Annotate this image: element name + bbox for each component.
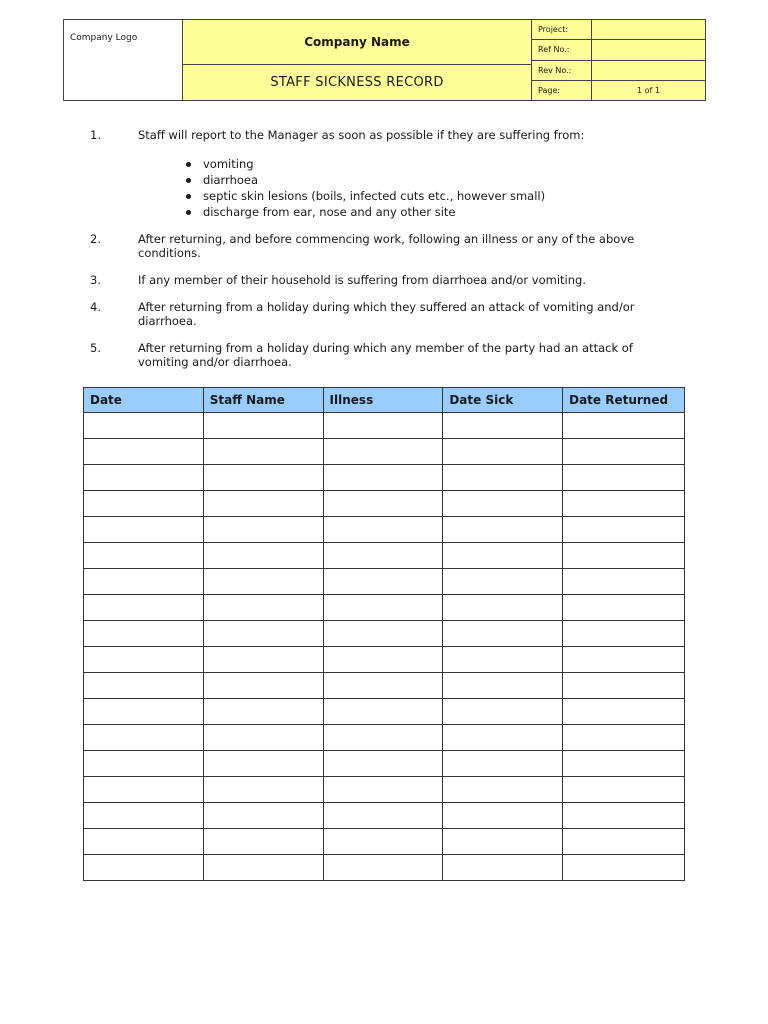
table-cell[interactable] <box>84 673 204 699</box>
document-header <box>63 19 706 101</box>
table-row <box>84 621 685 647</box>
table-cell[interactable] <box>323 673 443 699</box>
table-cell[interactable] <box>323 621 443 647</box>
instruction-item <box>90 232 670 260</box>
table-cell[interactable] <box>563 621 685 647</box>
table-cell[interactable] <box>443 647 563 673</box>
table-row <box>84 543 685 569</box>
table-cell[interactable] <box>203 517 323 543</box>
table-row <box>84 699 685 725</box>
table-cell[interactable] <box>203 569 323 595</box>
table-cell[interactable] <box>443 413 563 439</box>
instruction-item <box>90 300 670 328</box>
table-cell[interactable] <box>323 803 443 829</box>
item-number: 3. <box>90 273 101 287</box>
table-cell[interactable] <box>203 751 323 777</box>
table-cell[interactable] <box>443 699 563 725</box>
table-row <box>84 595 685 621</box>
table-row <box>84 517 685 543</box>
table-cell[interactable] <box>84 491 204 517</box>
table-cell[interactable] <box>323 699 443 725</box>
table-cell[interactable] <box>84 647 204 673</box>
table-cell[interactable] <box>84 829 204 855</box>
column-header-date-returned: Date Returned <box>563 388 685 413</box>
table-cell[interactable] <box>84 777 204 803</box>
table-cell[interactable] <box>84 413 204 439</box>
meta-key: Ref No.: <box>532 40 592 59</box>
item-text: If any member of their household is suffering from diarrhoea and/or vomiting. <box>138 273 586 287</box>
item-number: 4. <box>90 300 101 314</box>
table-cell[interactable] <box>203 673 323 699</box>
meta-value: 1 of 1 <box>592 81 705 100</box>
table-cell[interactable] <box>443 465 563 491</box>
table-cell[interactable] <box>84 725 204 751</box>
item-number: 5. <box>90 341 101 355</box>
table-cell[interactable] <box>563 699 685 725</box>
meta-row-rev <box>532 61 705 81</box>
table-cell[interactable] <box>563 491 685 517</box>
table-cell[interactable] <box>563 673 685 699</box>
table-cell[interactable] <box>563 595 685 621</box>
table-cell[interactable] <box>323 777 443 803</box>
table-row <box>84 673 685 699</box>
table-cell[interactable] <box>563 543 685 569</box>
column-header-illness: Illness <box>323 388 443 413</box>
table-cell[interactable] <box>323 855 443 881</box>
table-row <box>84 439 685 465</box>
table-cell[interactable] <box>443 803 563 829</box>
item-text: After returning from a holiday during which any member of the party had an attack of vomiting and/or diarrhoea. <box>138 341 633 369</box>
document-title: STAFF SICKNESS RECORD <box>183 65 531 100</box>
table-header-row <box>84 388 685 413</box>
table-cell[interactable] <box>203 829 323 855</box>
table-cell[interactable] <box>203 595 323 621</box>
column-header-date: Date <box>84 388 204 413</box>
meta-value[interactable] <box>592 61 705 80</box>
table-cell[interactable] <box>323 517 443 543</box>
table-cell[interactable] <box>203 621 323 647</box>
table-row <box>84 465 685 491</box>
table-cell[interactable] <box>323 725 443 751</box>
column-header-date-sick: Date Sick <box>443 388 563 413</box>
table-cell[interactable] <box>443 569 563 595</box>
item-number: 1. <box>90 128 101 142</box>
table-row <box>84 829 685 855</box>
symptom-item: vomiting <box>203 156 670 172</box>
table-cell[interactable] <box>563 829 685 855</box>
table-cell[interactable] <box>84 699 204 725</box>
table-cell[interactable] <box>563 751 685 777</box>
table-cell[interactable] <box>563 777 685 803</box>
table-cell[interactable] <box>323 413 443 439</box>
table-cell[interactable] <box>203 647 323 673</box>
table-cell[interactable] <box>443 777 563 803</box>
meta-key: Project: <box>532 20 592 39</box>
table-cell[interactable] <box>443 751 563 777</box>
symptom-item: septic skin lesions (boils, infected cuts etc., however small) <box>203 188 670 204</box>
meta-row-project <box>532 20 705 40</box>
table-cell[interactable] <box>203 803 323 829</box>
table-cell[interactable] <box>203 699 323 725</box>
meta-row-page <box>532 81 705 100</box>
table-cell[interactable] <box>563 465 685 491</box>
table-row <box>84 491 685 517</box>
table-cell[interactable] <box>563 803 685 829</box>
table-cell[interactable] <box>203 777 323 803</box>
table-cell[interactable] <box>443 439 563 465</box>
table-cell[interactable] <box>84 855 204 881</box>
table-cell[interactable] <box>323 569 443 595</box>
table-cell[interactable] <box>443 855 563 881</box>
table-cell[interactable] <box>84 751 204 777</box>
table-row <box>84 777 685 803</box>
table-row <box>84 725 685 751</box>
table-row <box>84 569 685 595</box>
table-cell[interactable] <box>563 439 685 465</box>
symptom-list <box>138 156 670 220</box>
table-cell[interactable] <box>443 829 563 855</box>
table-row <box>84 647 685 673</box>
instruction-item <box>90 128 670 220</box>
table-cell[interactable] <box>203 439 323 465</box>
symptom-item: discharge from ear, nose and any other site <box>203 204 670 220</box>
meta-row-ref <box>532 40 705 60</box>
table-cell[interactable] <box>563 725 685 751</box>
table-cell[interactable] <box>563 413 685 439</box>
table-cell[interactable] <box>203 465 323 491</box>
table-cell[interactable] <box>84 621 204 647</box>
instruction-item <box>90 273 670 287</box>
table-cell[interactable] <box>563 855 685 881</box>
item-text: After returning from a holiday during which they suffered an attack of vomiting and/or diarrhoea. <box>138 300 635 328</box>
symptom-item: diarrhoea <box>203 172 670 188</box>
table-cell[interactable] <box>323 439 443 465</box>
header-title-block <box>183 20 532 100</box>
table-cell[interactable] <box>563 517 685 543</box>
instruction-item <box>90 341 670 369</box>
column-header-staff-name: Staff Name <box>203 388 323 413</box>
item-text: After returning, and before commencing work, following an illness or any of the above conditions. <box>138 232 635 260</box>
sickness-record-table <box>83 387 685 881</box>
table-cell[interactable] <box>84 803 204 829</box>
table-cell[interactable] <box>84 543 204 569</box>
meta-key: Page: <box>532 81 592 100</box>
item-text: Staff will report to the Manager as soon as possible if they are suffering from: <box>138 128 585 142</box>
table-cell[interactable] <box>203 725 323 751</box>
table-cell[interactable] <box>84 517 204 543</box>
table-cell[interactable] <box>203 855 323 881</box>
company-name: Company Name <box>183 20 531 65</box>
table-row <box>84 751 685 777</box>
meta-value[interactable] <box>592 20 705 39</box>
table-cell[interactable] <box>563 569 685 595</box>
table-row <box>84 803 685 829</box>
table-cell[interactable] <box>323 751 443 777</box>
table-cell[interactable] <box>323 595 443 621</box>
company-logo-placeholder: Company Logo <box>64 20 183 100</box>
meta-value[interactable] <box>592 40 705 59</box>
table-row <box>84 855 685 881</box>
instructions-list <box>90 128 670 382</box>
table-cell[interactable] <box>323 491 443 517</box>
table-cell[interactable] <box>203 413 323 439</box>
table-cell[interactable] <box>323 647 443 673</box>
table-cell[interactable] <box>323 829 443 855</box>
table-cell[interactable] <box>203 543 323 569</box>
table-cell[interactable] <box>84 569 204 595</box>
table-row <box>84 413 685 439</box>
table-cell[interactable] <box>563 647 685 673</box>
table-cell[interactable] <box>443 725 563 751</box>
table-cell[interactable] <box>323 543 443 569</box>
meta-key: Rev No.: <box>532 61 592 80</box>
table-cell[interactable] <box>443 517 563 543</box>
table-cell[interactable] <box>443 595 563 621</box>
table-cell[interactable] <box>443 621 563 647</box>
item-number: 2. <box>90 232 101 246</box>
table-cell[interactable] <box>443 543 563 569</box>
table-cell[interactable] <box>84 595 204 621</box>
table-cell[interactable] <box>443 673 563 699</box>
table-cell[interactable] <box>84 439 204 465</box>
table-cell[interactable] <box>203 491 323 517</box>
table-cell[interactable] <box>443 491 563 517</box>
table-cell[interactable] <box>323 465 443 491</box>
table-cell[interactable] <box>84 465 204 491</box>
document-meta <box>532 20 705 100</box>
